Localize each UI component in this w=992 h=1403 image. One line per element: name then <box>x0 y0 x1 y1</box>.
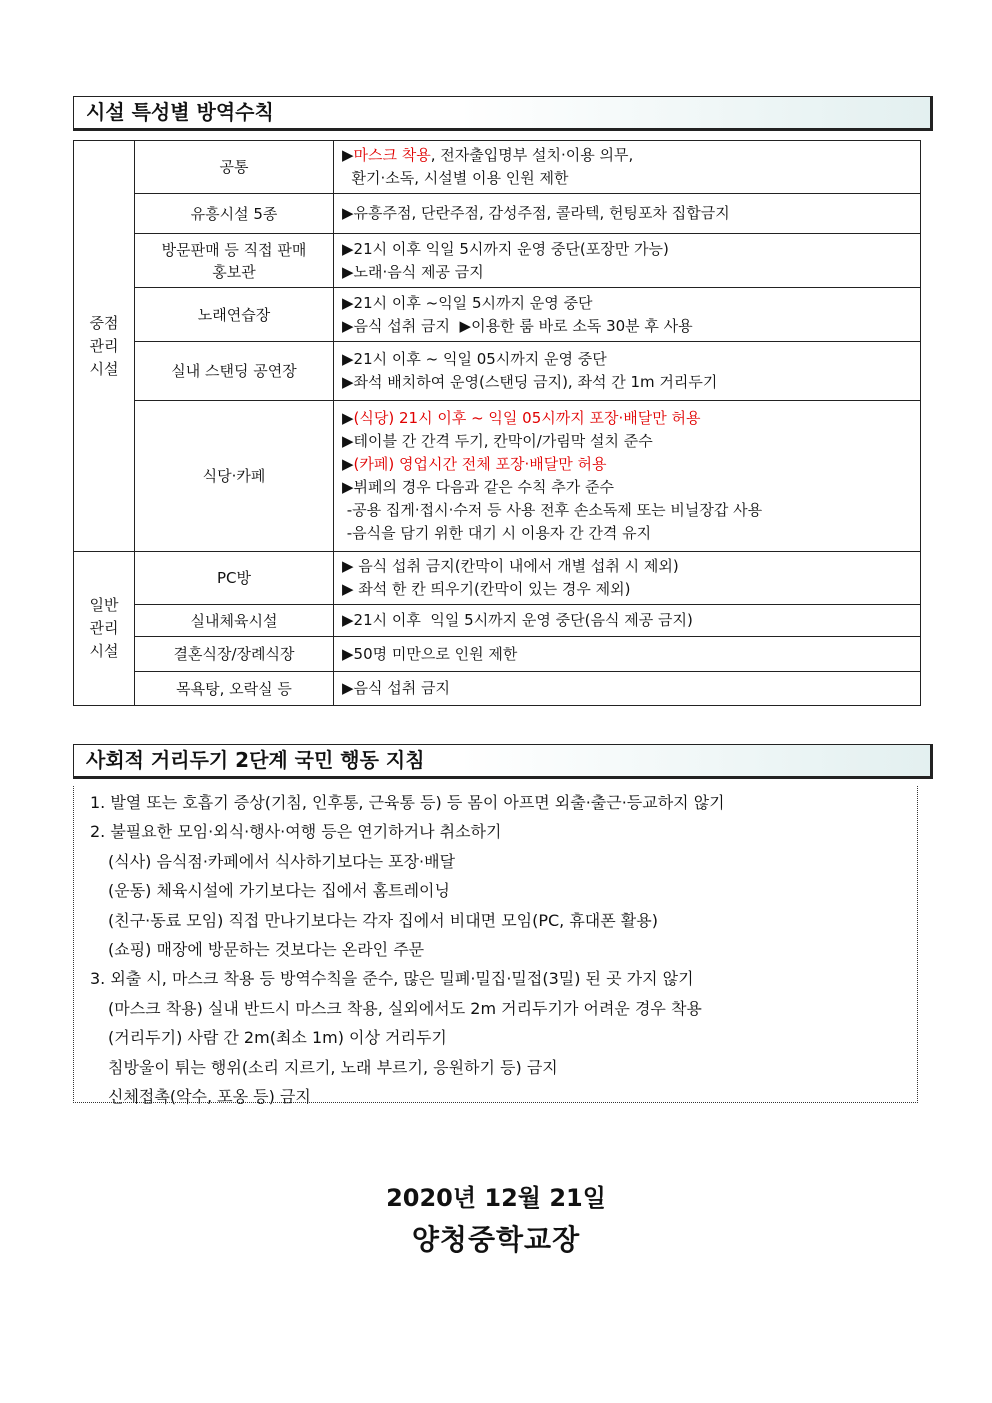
rule-line <box>342 643 916 666</box>
facility-rules <box>334 637 921 672</box>
guideline-subitem: 신체접촉(악수, 포옹 등) 금지 <box>108 1086 311 1106</box>
rule-text: ▶ <box>342 409 354 427</box>
rule-text: ▶음식 섭취 금지 <box>342 679 451 697</box>
facility-rules <box>334 672 921 706</box>
facility-row <box>74 552 921 605</box>
rule-line <box>342 555 916 578</box>
rule-text: ▶유흥주점, 단란주점, 감성주점, 콜라텍, 헌팅포차 집합금지 <box>342 204 730 222</box>
rule-text: ▶ <box>342 455 354 473</box>
rule-text: 환기·소독, 시설별 이용 인원 제한 <box>342 169 569 187</box>
rule-text: ▶노래·음식 제공 금지 <box>342 262 484 281</box>
facility-row <box>74 342 921 401</box>
rule-text: ▶21시 이후 익일 5시까지 운영 중단(포장만 가능) <box>342 239 669 258</box>
facility-rules <box>334 401 921 552</box>
facility-rules-table <box>73 140 921 706</box>
rule-line <box>342 315 916 338</box>
rule-line <box>342 167 916 190</box>
facility-category: 실내체육시설 <box>135 605 334 637</box>
rule-line <box>342 371 916 394</box>
rule-line <box>342 609 916 632</box>
facility-row <box>74 401 921 552</box>
rule-text: ▶50명 미만으로 인원 제한 <box>342 644 518 663</box>
rule-text-highlight: (카페) 영업시간 전체 포장·배달만 허용 <box>353 455 607 473</box>
group-label-general: 일반 관리 시설 <box>74 552 135 706</box>
guideline-item: 1. 발열 또는 호흡기 증상(기침, 인후통, 근육통 등) 등 몸이 아프면 외출·출근·등교하지 않기 <box>90 793 725 812</box>
rule-text: ▶ 좌석 한 칸 띄우기(칸막이 있는 경우 제외) <box>342 580 631 598</box>
document-date: 2020년 12월 21일 <box>386 1184 606 1212</box>
action-guidelines-box <box>73 786 918 1106</box>
rule-line <box>342 430 916 453</box>
rule-line <box>342 407 916 430</box>
facility-rules <box>334 342 921 401</box>
facility-rules <box>334 194 921 234</box>
section-title-facility-rules: 시설 특성별 방역수칙 <box>73 96 933 131</box>
rule-text-highlight: (식당) 21시 이후 ~ 익일 05시까지 포장·배달만 허용 <box>353 409 701 427</box>
rule-text: ▶음식 섭취 금지 ▶이용한 룸 바로 소독 30분 후 사용 <box>342 316 693 335</box>
rule-text: -공용 집게·접시·수저 등 사용 전후 손소독제 또는 비닐장갑 사용 <box>342 501 763 519</box>
rule-line <box>342 499 916 522</box>
rule-line <box>342 238 916 261</box>
guideline-subitem: (쇼핑) 매장에 방문하는 것보다는 온라인 주문 <box>108 939 425 959</box>
rule-text: ▶테이블 간 간격 두기, 칸막이/가림막 설치 준수 <box>342 432 653 450</box>
rule-line <box>342 261 916 284</box>
facility-category: 유흥시설 5종 <box>135 194 334 234</box>
guideline-item: 3. 외출 시, 마스크 착용 등 방역수칙을 준수, 많은 밀폐·밀집·밀접(3밀) 된 곳 가지 않기 <box>90 969 694 989</box>
guideline-subitem: (운동) 체육시설에 가기보다는 집에서 홈트레이닝 <box>108 881 450 901</box>
facility-rules <box>334 234 921 288</box>
rule-line <box>342 522 916 545</box>
facility-rules <box>334 605 921 637</box>
facility-category: PC방 <box>135 552 334 605</box>
facility-row <box>74 141 921 194</box>
facility-category: 식당·카페 <box>135 401 334 552</box>
group-label-priority: 중점 관리 시설 <box>74 141 135 552</box>
rule-text: ▶21시 이후 ~ 익일 05시까지 운영 중단 <box>342 350 607 368</box>
rule-text: ▶ <box>342 146 354 164</box>
facility-row <box>74 637 921 672</box>
rule-text-highlight: 마스크 착용 <box>353 146 431 164</box>
facility-rules <box>334 141 921 194</box>
rule-text: ▶ 음식 섭취 금지(칸막이 내에서 개별 섭취 시 제외) <box>342 557 679 575</box>
rule-text: ▶좌석 배치하여 운영(스탠딩 금지), 좌석 간 1m 거리두기 <box>342 373 718 391</box>
facility-row <box>74 194 921 234</box>
school-principal-signature: 양청중학교장 <box>411 1223 581 1256</box>
rule-line <box>342 453 916 476</box>
rule-line <box>342 144 916 167</box>
guideline-subitem: (식사) 음식점·카페에서 식사하기보다는 포장·배달 <box>108 851 456 871</box>
guideline-subitem: (거리두기) 사람 간 2m(최소 1m) 이상 거리두기 <box>108 1028 447 1048</box>
facility-category: 결혼식장/장례식장 <box>135 637 334 672</box>
guideline-subitem: (친구·동료 모임) 직접 만나기보다는 각자 집에서 비대면 모임(PC, 휴대폰 활용) <box>108 910 658 930</box>
rule-text: ▶뷔페의 경우 다음과 같은 수칙 추가 준수 <box>342 478 614 496</box>
facility-row <box>74 234 921 288</box>
section-title-action-guidelines: 사회적 거리두기 2단계 국민 행동 지침 <box>73 744 933 779</box>
facility-category: 노래연습장 <box>135 288 334 342</box>
facility-category: 실내 스탠딩 공연장 <box>135 342 334 401</box>
facility-category: 공통 <box>135 141 334 194</box>
rule-line <box>342 578 916 601</box>
facility-rules <box>334 552 921 605</box>
facility-category: 방문판매 등 직접 판매 홍보관 <box>135 234 334 288</box>
facility-row <box>74 288 921 342</box>
guideline-subitem: 침방울이 튀는 행위(소리 지르기, 노래 부르기, 응원하기 등) 금지 <box>108 1057 558 1077</box>
facility-category: 목욕탕, 오락실 등 <box>135 672 334 706</box>
rule-line <box>342 348 916 371</box>
rule-line <box>342 476 916 499</box>
facility-row <box>74 672 921 706</box>
rule-text: ▶21시 이후 ~익일 5시까지 운영 중단 <box>342 293 593 312</box>
facility-row <box>74 605 921 637</box>
rule-line <box>342 202 916 225</box>
facility-rules <box>334 288 921 342</box>
rule-text: ▶21시 이후 익일 5시까지 운영 중단(음식 제공 금지) <box>342 611 693 629</box>
rule-line <box>342 292 916 315</box>
guideline-subitem: (마스크 착용) 실내 반드시 마스크 착용, 실외에서도 2m 거리두기가 어려운 경우 착용 <box>108 998 702 1018</box>
rule-text: , 전자출입명부 설치·이용 의무, <box>430 146 634 164</box>
rule-line <box>342 677 916 700</box>
rule-text: -음식을 담기 위한 대기 시 이용자 간 간격 유지 <box>342 524 652 542</box>
guideline-item: 2. 불필요한 모임·외식·행사·여행 등은 연기하거나 취소하기 <box>90 822 502 842</box>
